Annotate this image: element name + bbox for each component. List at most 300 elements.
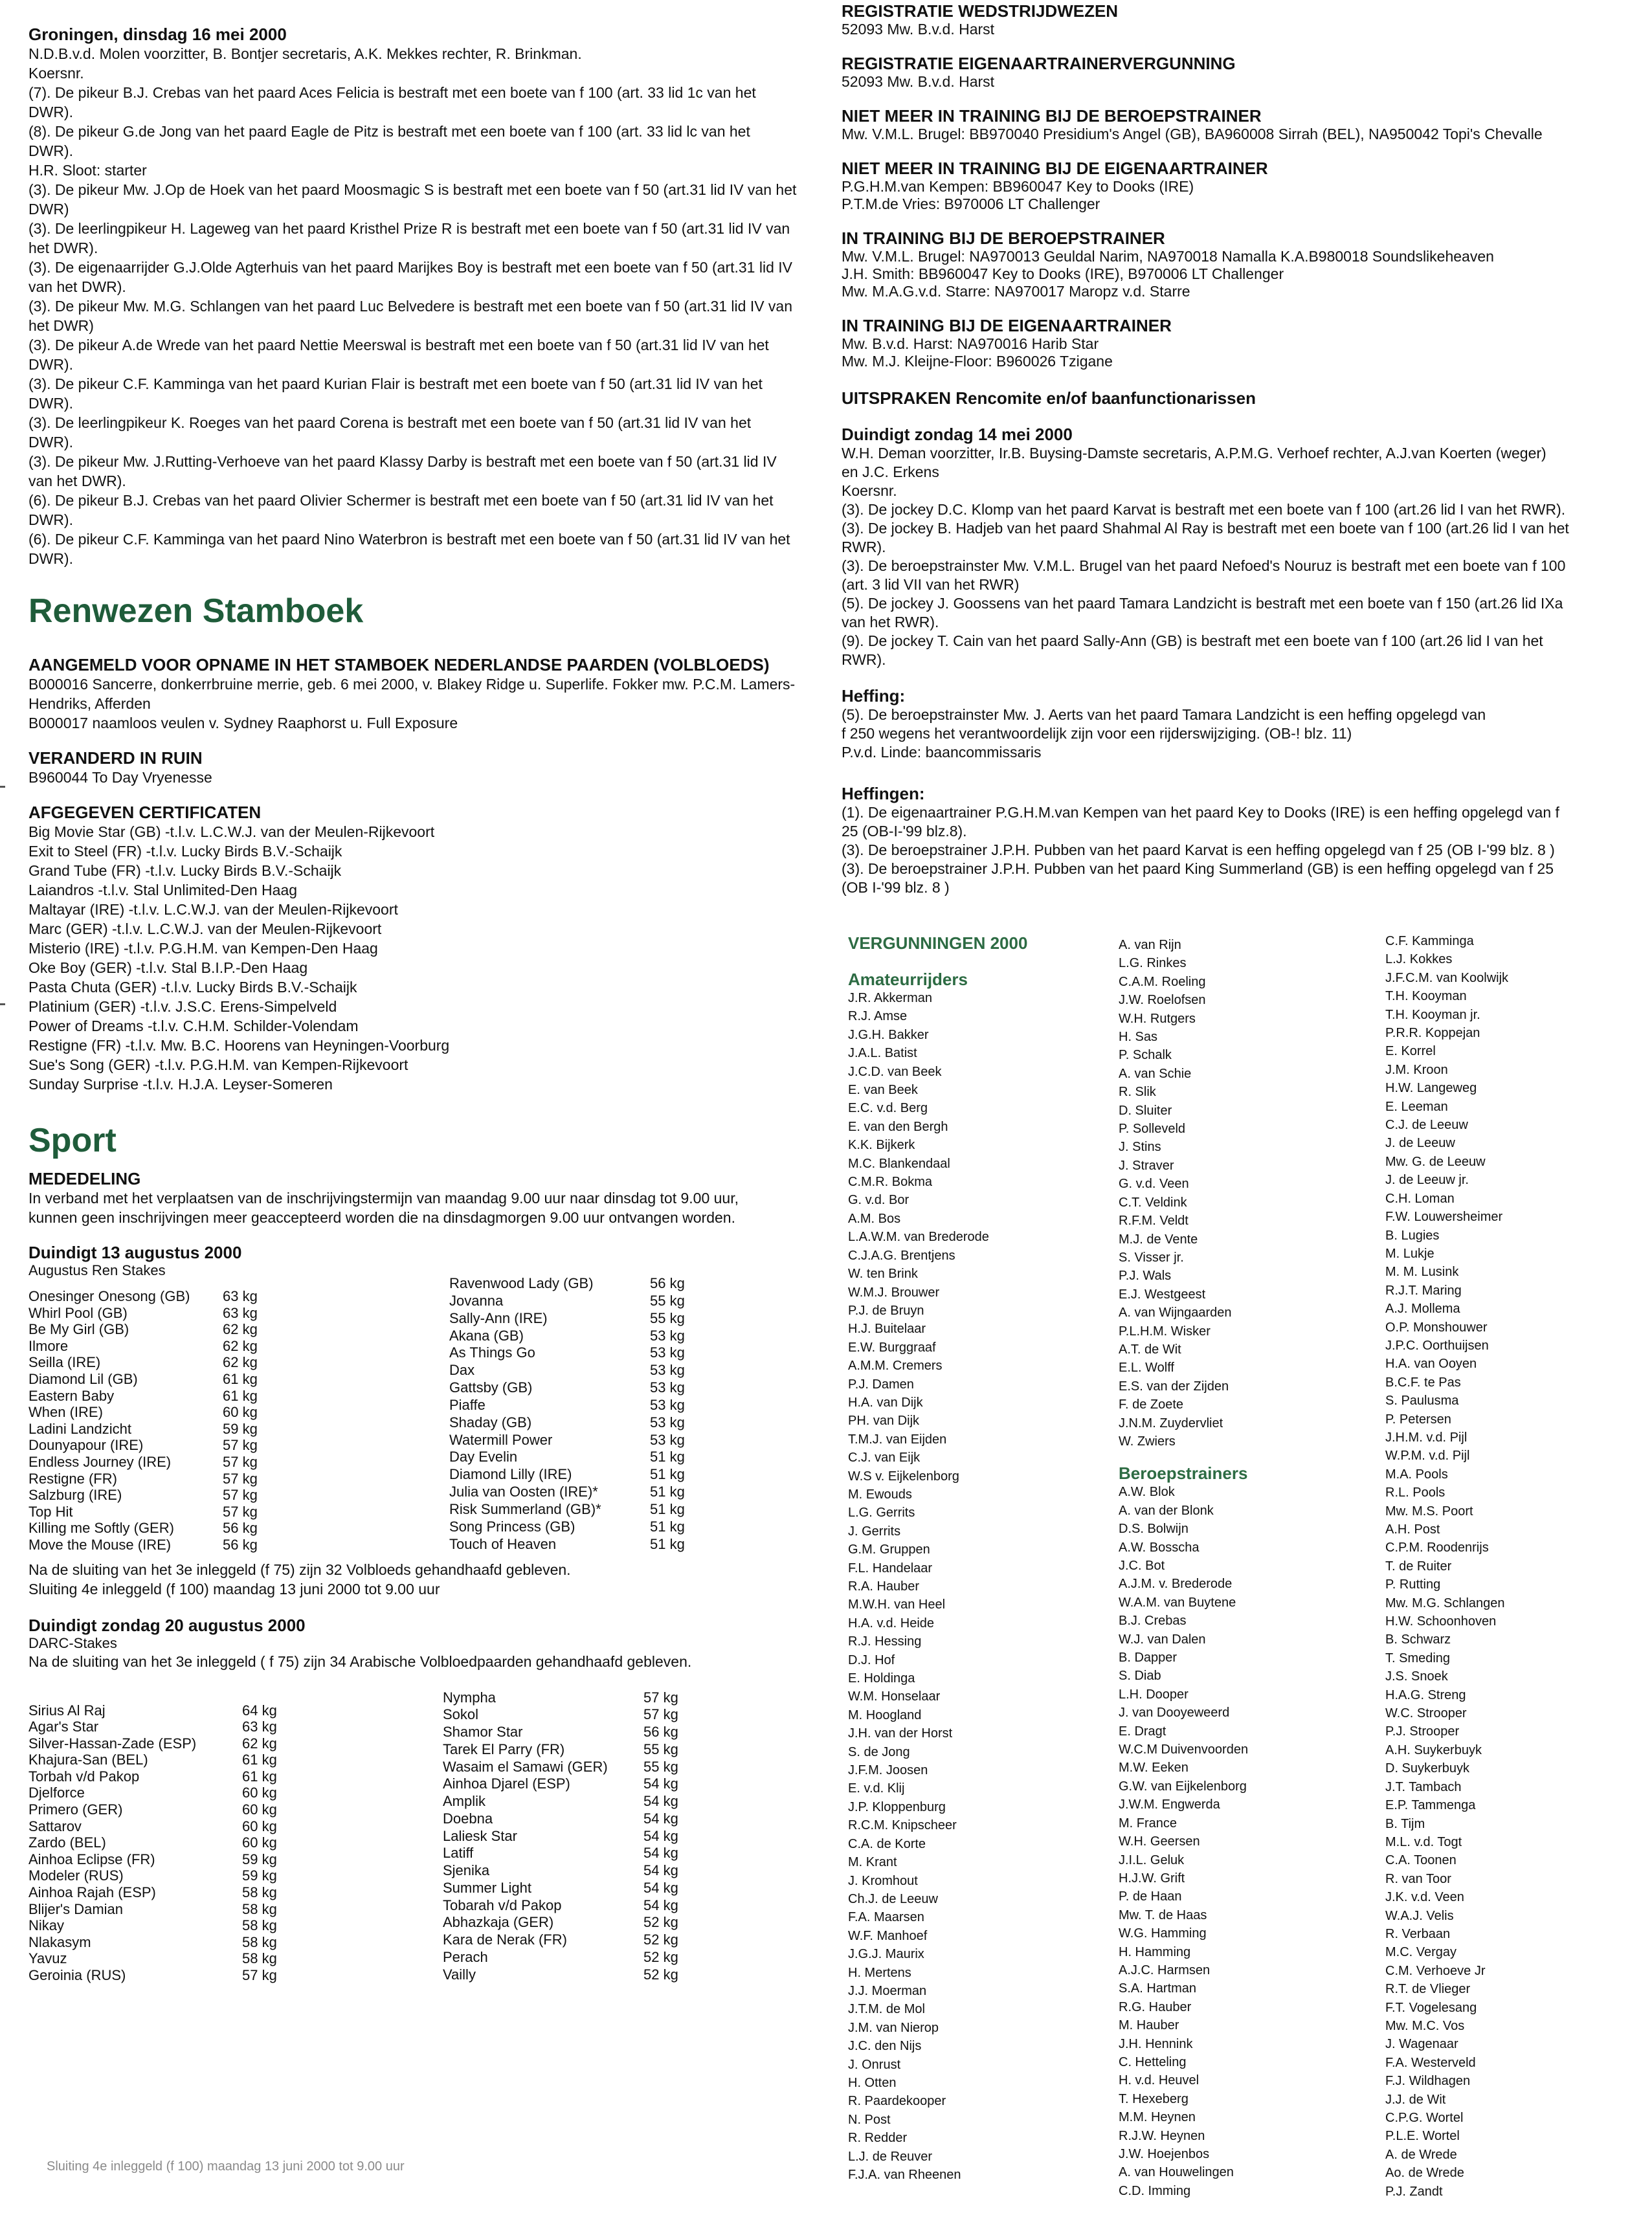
licensee-name: C.P.G. Wortel — [1385, 2111, 1464, 2125]
licensee-name: B. Schwarz — [1385, 1632, 1451, 1647]
licensee-name: C.D. Imming — [1119, 2183, 1191, 2198]
licensee-name: E. Korrel — [1385, 1044, 1436, 1059]
ruling-line: (3). De pikeur Mw. J.Op de Hoek van het paard Moosmagic S is bestraft met een boete van f 50 (art.31 lid IV van het DWR) — [28, 181, 797, 217]
licensee-name: A. de Wrede — [1385, 2147, 1457, 2162]
horse-weight: 54 kg — [643, 1810, 678, 1827]
licensee-name: J.C. Bot — [1119, 1559, 1165, 1573]
horse-name: Perach — [443, 1949, 488, 1966]
licensee-name: J.J. de Wit — [1385, 2092, 1446, 2107]
licensee-name: E. van Beek — [848, 1083, 918, 1098]
horse-weight: 55 kg — [643, 1758, 678, 1775]
licensee-name: J.A.L. Batist — [848, 1046, 917, 1061]
horse-name: Restigne (FR) — [28, 1470, 117, 1487]
horse-weight: 54 kg — [643, 1879, 678, 1896]
licensee-name: L.A.W.M. van Brederode — [848, 1230, 989, 1245]
licensee-name: E.C. v.d. Berg — [848, 1101, 928, 1116]
licensee-name: J.T.M. de Mol — [848, 2002, 925, 2017]
heffing-line: 25 (OB-I-'99 blz.8). — [842, 823, 967, 840]
licensee-name: W.P.M. v.d. Pijl — [1385, 1449, 1470, 1464]
licensee-name: C.J. van Eijk — [848, 1451, 921, 1465]
horse-name: Eastern Baby — [28, 1387, 115, 1404]
licensee-name: B. Tijm — [1385, 1816, 1425, 1831]
horse-weight: 52 kg — [643, 1914, 678, 1931]
licensee-name: R. Slik — [1119, 1085, 1156, 1100]
licensee-name: S. de Jong — [848, 1744, 910, 1759]
licensee-name: P.L.H.M. Wisker — [1119, 1324, 1211, 1339]
ruling-line: (3). De beroepstrainster Mw. V.M.L. Brugel van het paard Nefoed's Nouruz is bestraft met een boete van f 100 — [842, 557, 1566, 574]
horse-name: Dounyapour (IRE) — [28, 1437, 144, 1454]
ruling-line: van het RWR). — [842, 614, 939, 630]
licensee-name: J.J. Moerman — [848, 1983, 927, 1998]
licensee-name: H. Sas — [1119, 1030, 1158, 1045]
licensee-name: J.H. Hennink — [1119, 2036, 1193, 2051]
licensee-name: W.J. van Dalen — [1119, 1632, 1206, 1647]
horse-weight: 58 kg — [242, 1900, 277, 1917]
licensee-name: L.G. Rinkes — [1119, 956, 1187, 971]
licensee-name: P.J. Wals — [1119, 1269, 1172, 1284]
licensee-name: A. van Houwelingen — [1119, 2165, 1234, 2180]
horse-name: Seilla (IRE) — [28, 1354, 101, 1371]
horse-weight: 62 kg — [223, 1354, 258, 1371]
licensee-name: J. Kromhout — [848, 1873, 918, 1888]
horse-weight: 64 kg — [242, 1702, 277, 1719]
licensee-name: L.H. Dooper — [1119, 1687, 1189, 1702]
horse-weight: 56 kg — [223, 1520, 258, 1537]
licensee-name: C.T. Veldink — [1119, 1195, 1187, 1210]
block-title: REGISTRATIE WEDSTRIJDWEZEN — [842, 1, 1119, 21]
registration-block — [842, 316, 1638, 370]
horse-name: Touch of Heaven — [449, 1535, 557, 1552]
licensee-name: P. Solleveld — [1119, 1122, 1186, 1137]
licensee-name: E. van den Bergh — [848, 1119, 948, 1134]
licensee-name: Mw. G. de Leeuw — [1385, 1154, 1486, 1169]
horse-name: Silver-Hassan-Zade (ESP) — [28, 1735, 197, 1752]
licensee-name: J.M. Kroon — [1385, 1062, 1448, 1077]
licensee-name: W.C. Strooper — [1385, 1706, 1467, 1721]
horse-name: Ainhoa Rajah (ESP) — [28, 1884, 156, 1901]
licensee-name: A. van Rijn — [1119, 938, 1181, 952]
certificate-entry: Misterio (IRE) -t.l.v. P.G.H.M. van Kempen-Den Haag — [28, 940, 378, 957]
block-title: IN TRAINING BIJ DE EIGENAARTRAINER — [842, 316, 1172, 335]
licensee-name: Mw. M.G. Schlangen — [1385, 1596, 1505, 1610]
licensee-name: W.C.M Duivenvoorden — [1119, 1742, 1249, 1757]
mededeling-line: kunnen geen inschrijvingen meer geaccepteerd worden die na dinsdagmorgen 9.00 uur ontvangen worden. — [28, 1209, 735, 1226]
licensee-name: Mw. T. de Haas — [1119, 1908, 1207, 1922]
licensee-name: J.H.M. v.d. Pijl — [1385, 1430, 1468, 1445]
horse-name: Watermill Power — [449, 1431, 553, 1448]
horse-weight: 63 kg — [223, 1304, 258, 1321]
ruling-line: (8). De pikeur G.de Jong van het paard Eagle de Pitz is bestraft met een boete van f 100 (art. 33 lid lc van het DWR). — [28, 123, 750, 159]
horse-weight: 52 kg — [643, 1931, 678, 1948]
ruling-line: (5). De jockey J. Goossens van het paard Tamara Landzicht is bestraft met een boete van f 150 (art.26 lid IXa — [842, 595, 1563, 612]
licensee-name: P. Petersen — [1385, 1412, 1451, 1427]
licensee-name: E. Holdinga — [848, 1671, 915, 1686]
horse-name: Song Princess (GB) — [449, 1518, 575, 1535]
horse-name: Agar's Star — [28, 1719, 99, 1735]
licensee-name: E. v.d. Klij — [848, 1781, 905, 1796]
licensee-name: F. de Zoete — [1119, 1397, 1184, 1412]
aangemeld-title: AANGEMELD VOOR OPNAME IN HET STAMBOEK NEDERLANDSE PAARDEN (VOLBLOEDS) — [28, 655, 770, 674]
licensee-name: W.S v. Eijkelenborg — [848, 1469, 959, 1484]
horse-name: Torbah v/d Pakop — [28, 1768, 140, 1785]
licensee-name: R. Paardekooper — [848, 2094, 946, 2109]
horse-weight: 62 kg — [223, 1321, 258, 1338]
horse-name: Ainhoa Djarel (ESP) — [443, 1775, 570, 1792]
horse-weight: 57 kg — [223, 1470, 258, 1487]
ruling-line: (3). De pikeur Mw. J.Rutting-Verhoeve van het paard Klassy Darby is bestraft met een boete van f 50 (art.31 lid IV van het DWR). — [28, 453, 777, 489]
licensee-name: H.J.W. Grift — [1119, 1871, 1185, 1886]
licensee-name: J. de Leeuw — [1385, 1136, 1455, 1151]
horse-name: Latiff — [443, 1845, 474, 1862]
certificate-entry: Marc (GER) -t.l.v. L.C.W.J. van der Meulen-Rijkevoort — [28, 920, 382, 937]
licensee-name: J.C.D. van Beek — [848, 1064, 942, 1079]
mededeling-title: MEDEDELING — [28, 1169, 141, 1188]
licensee-name: L.J. Kokkes — [1385, 952, 1453, 967]
horse-weight: 53 kg — [650, 1431, 685, 1448]
licensee-name: C.A.M. Roeling — [1119, 974, 1206, 989]
licensee-name: H. Otten — [848, 2075, 897, 2090]
right-column — [842, 0, 1638, 897]
horse-weight: 55 kg — [643, 1741, 678, 1757]
horse-weight: 54 kg — [643, 1775, 678, 1792]
cert-title: AFGEGEVEN CERTIFICATEN — [28, 803, 262, 822]
licensee-name: R.T. de Vlieger — [1385, 1982, 1471, 1997]
mededeling-lines — [28, 1188, 799, 1227]
ruling-line: (art. 3 lid VII van het RWR) — [842, 576, 1020, 593]
certificate-entry: Power of Dreams -t.l.v. C.H.M. Schilder-Volendam — [28, 1018, 359, 1034]
licensee-name: W.H. Rutgers — [1119, 1011, 1196, 1026]
licensee-name: H.A.G. Streng — [1385, 1687, 1466, 1702]
licensee-name: A.H. Suykerbuyk — [1385, 1742, 1482, 1757]
certificate-entry: Restigne (FR) -t.l.v. Mw. B.C. Hoorens van Heyningen-Voorburg — [28, 1037, 450, 1054]
race1-entries — [28, 1275, 799, 1553]
licensee-name: E. Dragt — [1119, 1724, 1166, 1739]
horse-name: Sokol — [443, 1706, 479, 1723]
heffing-line: (3). De beroepstrainer J.P.H. Pubben van het paard King Summerland (GB) is een heffing opgelegd van f 25 — [842, 860, 1554, 877]
horse-name: Move the Mouse (IRE) — [28, 1536, 172, 1553]
licensee-name: E.J. Westgeest — [1119, 1287, 1206, 1302]
stamboek-entry: B000016 Sancerre, donkerrbruine merrie, geb. 6 mei 2000, v. Blakey Ridge u. Superlife. Fokker mw. P.C.M. Lamers-Hendriks, Afferden — [28, 676, 796, 712]
mededeling-line: In verband met het verplaatsen van de inschrijvingstermijn van maandag 9.00 uur naar dinsdag tot 9.00 uur, — [28, 1190, 739, 1207]
horse-weight: 60 kg — [242, 1801, 277, 1818]
horse-name: Zardo (BEL) — [28, 1834, 106, 1851]
horse-weight: 53 kg — [650, 1414, 685, 1430]
block-title: IN TRAINING BIJ DE BEROEPSTRAINER — [842, 228, 1165, 248]
horse-weight: 52 kg — [643, 1949, 678, 1966]
licensee-name: A.M. Bos — [848, 1211, 901, 1226]
licensee-name: W.M. Honselaar — [848, 1689, 941, 1704]
licensee-name: R.J.T. Maring — [1385, 1283, 1462, 1298]
block-title: NIET MEER IN TRAINING BIJ DE EIGENAARTRAINER — [842, 159, 1268, 178]
horse-weight: 54 kg — [643, 1845, 678, 1862]
horse-weight: 58 kg — [242, 1884, 277, 1901]
licensee-name: A.W. Bosscha — [1119, 1540, 1200, 1555]
certificate-entry: Maltayar (IRE) -t.l.v. L.C.W.J. van der Meulen-Rijkevoort — [28, 901, 398, 918]
ruling-line: (3). De jockey B. Hadjeb van het paard Shahmal Al Ray is bestraft met een boete van f 100 (art.26 lid I van het — [842, 520, 1569, 537]
block-line: 52093 Mw. B.v.d. Harst — [842, 73, 995, 90]
licensee-name: N. Post — [848, 2112, 891, 2127]
licensee-name: A.M.M. Cremers — [848, 1359, 943, 1374]
licensee-name: B.J. Crebas — [1119, 1614, 1187, 1629]
horse-weight: 60 kg — [242, 1834, 277, 1851]
licensee-name: G. v.d. Bor — [848, 1193, 910, 1208]
ruling-line: Koersnr. — [842, 482, 897, 499]
amateur-title: Amateurrijders — [848, 970, 968, 989]
ruling-line: (7). De pikeur B.J. Crebas van het paard Aces Felicia is bestraft met een boete van f 100 (art. 33 lid 1c van het DWR). — [28, 84, 756, 120]
ruling-line: (6). De pikeur B.J. Crebas van het paard Olivier Schermer is bestraft met een boete van f 50 (art.31 lid IV van het DWR). — [28, 492, 774, 528]
race1-subtitle: Augustus Ren Stakes — [28, 1262, 166, 1278]
licensee-name: A.J. Mollema — [1385, 1302, 1460, 1317]
horse-weight: 55 kg — [650, 1292, 685, 1309]
ruling-line: (3). De pikeur Mw. M.G. Schlangen van het paard Luc Belvedere is bestraft met een boete van f 50 (art.31 lid IV van het DWR) — [28, 298, 793, 334]
licensee-name: J.W. Hoejenbos — [1119, 2147, 1210, 2161]
ruling-line: RWR). — [842, 651, 886, 668]
horse-name: Ilmore — [28, 1337, 69, 1354]
licensee-name: R. Redder — [848, 2131, 908, 2146]
licensee-name: K.K. Bijkerk — [848, 1138, 915, 1153]
horse-name: Day Evelin — [449, 1449, 518, 1465]
horse-weight: 51 kg — [650, 1466, 685, 1483]
horse-name: Sjenika — [443, 1862, 490, 1879]
licensee-name: P.L.E. Wortel — [1385, 2129, 1460, 2144]
horse-name: Doebna — [443, 1810, 493, 1827]
renwezen-section — [28, 592, 799, 1094]
horse-weight: 51 kg — [650, 1535, 685, 1552]
stamboek-entry: B000017 naamloos veulen v. Sydney Raaphorst u. Full Exposure — [28, 715, 458, 731]
licensee-name: J.T. Tambach — [1385, 1779, 1462, 1794]
licensee-name: W.F. Manhoef — [848, 1928, 928, 1943]
licensee-name: S. Visser jr. — [1119, 1250, 1184, 1265]
horse-weight: 62 kg — [242, 1735, 277, 1752]
licensee-name: T.M.J. van Eijden — [848, 1432, 947, 1447]
race-note: Sluiting 4e inleggeld (f 100) maandag 13 juni 2000 tot 9.00 uur — [28, 1580, 440, 1597]
licensee-name: A. van Wijngaarden — [1119, 1306, 1232, 1320]
certificate-entry: Oke Boy (GER) -t.l.v. Stal B.I.P.-Den Haag — [28, 959, 308, 976]
registration-block — [842, 159, 1638, 213]
licensee-name: C.J.A.G. Brentjens — [848, 1248, 955, 1263]
horse-name: Shaday (GB) — [449, 1414, 532, 1430]
horse-weight: 53 kg — [650, 1327, 685, 1344]
ruling-line: (3). De leerlingpikeur K. Roeges van het paard Corena is bestraft met een boete van f 50 (art.31 lid IV van het DWR). — [28, 414, 752, 451]
certificate-entry: Sunday Surprise -t.l.v. H.J.A. Leyser-Someren — [28, 1076, 333, 1093]
licensee-name: B.C.F. te Pas — [1385, 1375, 1461, 1390]
licensee-name: T. Hexeberg — [1119, 2091, 1189, 2106]
scan-mark — [0, 1003, 5, 1005]
licensee-name: J.F.C.M. van Koolwijk — [1385, 970, 1509, 985]
licensee-name: L.J. de Reuver — [848, 2149, 933, 2164]
sport-title: Sport — [28, 1122, 117, 1159]
licensee-name: J. Stins — [1119, 1140, 1161, 1155]
licensee-name: J. Onrust — [848, 2057, 901, 2072]
horse-name: Shamor Star — [443, 1724, 523, 1741]
race1-notes — [28, 1560, 799, 1599]
vergunningen-col3 — [1385, 932, 1508, 2201]
horse-weight: 63 kg — [242, 1719, 277, 1735]
licensee-name: O.P. Monshouwer — [1385, 1320, 1488, 1335]
licensee-name: E.P. Tammenga — [1385, 1798, 1476, 1813]
horse-name: Kara de Nerak (FR) — [443, 1931, 567, 1948]
licensee-name: R.F.M. Veldt — [1119, 1214, 1189, 1229]
horse-name: Ainhoa Eclipse (FR) — [28, 1851, 155, 1867]
vergunningen-col1 — [848, 933, 1027, 2184]
horse-name: Piaffe — [449, 1396, 486, 1413]
heffing-line: (3). De beroepstrainer J.P.H. Pubben van het paard Karvat is een heffing opgelegd van f 25 (OB I-'99 blz. 8 ) — [842, 841, 1555, 858]
duindigt-lines — [842, 444, 1638, 669]
licensee-name: F.A. Westerveld — [1385, 2055, 1476, 2070]
licensee-name: W.A.J. Velis — [1385, 1908, 1454, 1923]
block-line: Mw. M.J. Kleijne-Floor: B960026 Tzigane — [842, 353, 1113, 370]
ruling-line: (3). De pikeur A.de Wrede van het paard Nettie Meerswal is bestraft met een boete van f 50 (art.31 lid IV van het DWR). — [28, 337, 769, 373]
licensee-name: H.W. Schoonhoven — [1385, 1614, 1497, 1629]
horse-weight: 58 kg — [242, 1950, 277, 1967]
horse-name: Julia van Oosten (IRE)* — [449, 1484, 598, 1500]
race-note: Na de sluiting van het 3e inleggeld (f 75) zijn 32 Volbloeds gehandhaafd gebleven. — [28, 1561, 571, 1578]
horse-name: Killing me Softly (GER) — [28, 1520, 174, 1537]
licensee-name: P.J. Strooper — [1385, 1724, 1460, 1739]
licensee-name: P. Schalk — [1119, 1048, 1172, 1063]
horse-weight: 56 kg — [643, 1724, 678, 1741]
horse-weight: 58 kg — [242, 1933, 277, 1950]
licensee-name: S. Paulusma — [1385, 1394, 1459, 1408]
licensee-name: J.S. Snoek — [1385, 1669, 1448, 1684]
licensee-name: G. v.d. Veen — [1119, 1177, 1189, 1192]
horse-name: Sirius Al Raj — [28, 1702, 106, 1719]
certificate-entry: Big Movie Star (GB) -t.l.v. L.C.W.J. van der Meulen-Rijkevoort — [28, 823, 435, 840]
licensee-name: J.I.L. Geluk — [1119, 1853, 1185, 1867]
licensee-name: H. Hamming — [1119, 1944, 1191, 1959]
horse-name: Khajura-San (BEL) — [28, 1752, 148, 1768]
race2-title: Duindigt zondag 20 augustus 2000 — [28, 1615, 306, 1635]
horse-weight: 61 kg — [242, 1752, 277, 1768]
horse-name: Blijer's Damian — [28, 1900, 124, 1917]
scan-mark — [0, 786, 5, 788]
registration-block — [842, 1, 1638, 38]
heffing-line: (1). De eigenaartrainer P.G.H.M.van Kempen van het paard Key to Dooks (IRE) is een heffing opgelegd van f — [842, 804, 1559, 821]
horse-weight: 62 kg — [223, 1337, 258, 1354]
licensee-name: R.G. Hauber — [1119, 1999, 1192, 2014]
licensee-name: J. Wagenaar — [1385, 2037, 1458, 2052]
horse-weight: 57 kg — [223, 1503, 258, 1520]
race1-col1 — [28, 1288, 287, 1553]
race2-col2 — [443, 1689, 708, 1984]
registration-blocks — [842, 1, 1638, 370]
licensee-name: P.R.R. Koppejan — [1385, 1026, 1480, 1041]
horse-name: Tobarah v/d Pakop — [443, 1897, 562, 1913]
licensee-name: H.W. Langeweg — [1385, 1081, 1477, 1096]
licensee-name: D. Sluiter — [1119, 1103, 1172, 1118]
heffing-lines — [842, 706, 1638, 762]
horse-weight: 57 kg — [223, 1437, 258, 1454]
block-line: P.T.M.de Vries: B970006 LT Challenger — [842, 195, 1100, 212]
horse-weight: 52 kg — [643, 1966, 678, 1983]
licensee-name: W.H. Geersen — [1119, 1834, 1200, 1849]
certificate-entry: Laiandros -t.l.v. Stal Unlimited-Den Haag — [28, 882, 298, 898]
horse-name: Laliesk Star — [443, 1827, 517, 1844]
licensee-name: P.J. de Bruyn — [848, 1303, 924, 1318]
race2-note: Na de sluiting van het 3e inleggeld ( f 75) zijn 34 Arabische Volbloedpaarden gehandhaafd gebleven. — [28, 1653, 692, 1670]
race2-subtitle: DARC-Stakes — [28, 1634, 117, 1651]
licensee-name: A. van der Blonk — [1119, 1503, 1214, 1518]
block-line: 52093 Mw. B.v.d. Harst — [842, 21, 995, 38]
horse-name: Ladini Landzicht — [28, 1420, 132, 1437]
licensee-name: C.M. Verhoeve Jr — [1385, 1963, 1486, 1978]
licensee-name: H.A. v.d. Heide — [848, 1616, 935, 1630]
licensee-name: M.J. de Vente — [1119, 1232, 1198, 1247]
amateur2-list — [1119, 936, 1248, 1451]
horse-name: As Things Go — [449, 1344, 535, 1361]
renwezen-title: Renwezen Stamboek — [28, 592, 364, 630]
ruling-line: (3). De pikeur C.F. Kamminga van het paard Kurian Flair is bestraft met een boete van f 50 (art.31 lid IV van het DWR). — [28, 375, 763, 412]
heffing-line: P.v.d. Linde: baancommissaris — [842, 744, 1042, 761]
licensee-name: J.C. den Nijs — [848, 2039, 922, 2054]
horse-name: Summer Light — [443, 1879, 531, 1896]
licensee-name: J.M. van Nierop — [848, 2020, 939, 2035]
horse-weight: 51 kg — [650, 1500, 685, 1517]
race2-col1 — [28, 1702, 307, 1984]
registration-block — [842, 106, 1638, 143]
licensee-name: J. de Leeuw jr. — [1385, 1173, 1469, 1188]
licensee-name: P.J. Zandt — [1385, 2184, 1443, 2199]
ruling-line: (6). De pikeur C.F. Kamminga van het paard Nino Waterbron is bestraft met een boete van f 50 (art.31 lid IV van het DWR). — [28, 531, 790, 567]
certificate-entry: Sue's Song (GER) -t.l.v. P.G.H.M. van Kempen-Rijkevoort — [28, 1056, 408, 1073]
horse-name: Diamond Lilly (IRE) — [449, 1466, 572, 1483]
horse-weight: 58 kg — [242, 1917, 277, 1934]
licensee-name: F.J. Wildhagen — [1385, 2074, 1471, 2089]
block-title: NIET MEER IN TRAINING BIJ DE BEROEPSTRAINER — [842, 106, 1262, 126]
cert-lines — [28, 822, 799, 1094]
licensee-name: Ch.J. de Leeuw — [848, 1891, 938, 1906]
block-line: P.G.H.M.van Kempen: BB960047 Key to Dooks (IRE) — [842, 178, 1194, 195]
heffing-line: (5). De beroepstrainster Mw. J. Aerts van het paard Tamara Landzicht is een heffing opgelegd van — [842, 706, 1486, 723]
sluiting-footer: Sluiting 4e inleggeld (f 100) maandag 13 juni 2000 tot 9.00 uur — [47, 2159, 405, 2174]
licensee-name: J. Gerrits — [848, 1524, 901, 1539]
licensee-name: Mw. M.S. Poort — [1385, 1504, 1473, 1519]
horse-weight: 57 kg — [643, 1689, 678, 1706]
horse-weight: 56 kg — [223, 1536, 258, 1553]
ruin-entry: B960044 To Day Vryenesse — [28, 769, 212, 786]
horse-weight: 59 kg — [242, 1867, 277, 1884]
licensee-name: R.J. Amse — [848, 1009, 908, 1024]
horse-name: Nlakasym — [28, 1933, 91, 1950]
licensee-name: C.A. de Korte — [848, 1836, 926, 1851]
licensee-name: M.C. Blankendaal — [848, 1156, 950, 1171]
licensee-name: J.W.M. Engwerda — [1119, 1797, 1220, 1812]
horse-name: Vailly — [443, 1966, 476, 1983]
horse-name: Nikay — [28, 1917, 65, 1934]
horse-weight: 54 kg — [643, 1862, 678, 1879]
horse-weight: 57 kg — [643, 1706, 678, 1723]
groningen-lines — [28, 44, 799, 568]
licensee-name: T.H. Kooyman jr. — [1385, 1007, 1480, 1022]
licensee-name: F.J.A. van Rheenen — [848, 2168, 961, 2182]
horse-name: Modeler (RUS) — [28, 1867, 124, 1884]
race1-col2 — [449, 1275, 715, 1553]
horse-weight: 53 kg — [650, 1396, 685, 1413]
licensee-name: R.J.W. Heynen — [1119, 2128, 1205, 2143]
horse-name: Salzburg (IRE) — [28, 1487, 122, 1504]
horse-weight: 51 kg — [650, 1484, 685, 1500]
licensee-name: J.P. Kloppenburg — [848, 1799, 946, 1814]
ruling-line: (3). De leerlingpikeur H. Lageweg van het paard Kristhel Prize R is bestraft met een boete van f 50 (art.31 lid IV van het DWR). — [28, 220, 790, 256]
licensee-name: R.C.M. Knipscheer — [848, 1818, 957, 1833]
col3-list — [1385, 932, 1508, 2201]
horse-name: Sally-Ann (IRE) — [449, 1309, 548, 1326]
horse-weight: 60 kg — [223, 1404, 258, 1421]
licensee-name: J.N.M. Zuydervliet — [1119, 1416, 1223, 1430]
licensee-name: M.L. v.d. Togt — [1385, 1834, 1462, 1849]
block-line: Mw. V.M.L. Brugel: BB970040 Presidium's Angel (GB), BA960008 Sirrah (BEL), NA950042 Topi's Chevalle — [842, 126, 1543, 142]
horse-weight: 59 kg — [223, 1420, 258, 1437]
